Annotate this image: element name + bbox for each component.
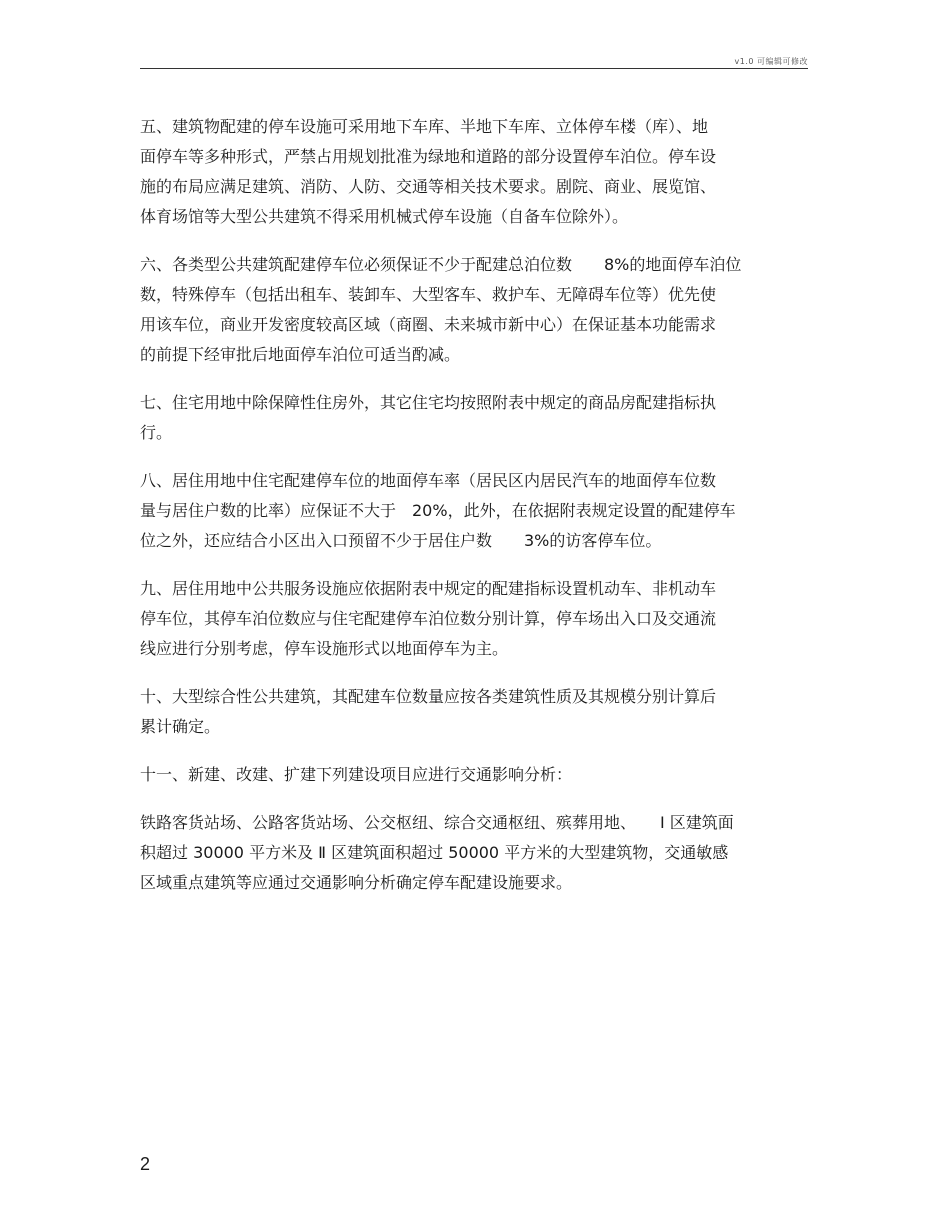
- paragraph-line: 行。: [140, 423, 173, 442]
- paragraph-line: 数，特殊停车（包括出租车、装卸车、大型客车、救护车、无障碍车位等）优先使: [140, 285, 717, 304]
- paragraph-line: 线应进行分别考虑，停车设施形式以地面停车为主。: [140, 639, 509, 658]
- paragraph-line: 区域重点建筑等应通过交通影响分析确定停车配建设施要求。: [140, 873, 573, 892]
- document-body: [140, 112, 808, 916]
- page-number: 2: [140, 1154, 151, 1174]
- header-version-note: v1.0 可编辑可修改: [734, 57, 808, 66]
- header-divider: [140, 68, 808, 69]
- paragraph-5: [140, 112, 808, 232]
- paragraph-line: 体育场馆等大型公共建筑不得采用机械式停车设施（自备车位除外）。: [140, 207, 629, 226]
- paragraph-line: 位之外，还应结合小区出入口预留不少于居住户数 3%的访客停车位。: [140, 531, 662, 550]
- paragraph-line: 量与居住户数的比率）应保证不大于 20%，此外，在依据附表规定设置的配建停车: [140, 501, 736, 520]
- paragraph-6: [140, 250, 808, 370]
- paragraph-11: [140, 760, 808, 790]
- paragraph-line: 铁路客货站场、公路客货站场、公交枢纽、综合交通枢纽、殡葬用地、 Ⅰ 区建筑面: [140, 813, 734, 832]
- paragraph-11-detail: [140, 808, 808, 898]
- paragraph-line: 五、建筑物配建的停车设施可采用地下车库、半地下车库、立体停车楼（库）、地: [140, 117, 709, 136]
- paragraph-8: [140, 466, 808, 556]
- paragraph-line: 用该车位，商业开发密度较高区域（商圈、未来城市新中心）在保证基本功能需求: [140, 315, 717, 334]
- paragraph-line: 停车位，其停车泊位数应与住宅配建停车泊位数分别计算，停车场出入口及交通流: [140, 609, 717, 628]
- paragraph-line: 九、居住用地中公共服务设施应依据附表中规定的配建指标设置机动车、非机动车: [140, 579, 717, 598]
- paragraph-line: 积超过 30000 平方米及 Ⅱ 区建筑面积超过 50000 平方米的大型建筑物，交通敏感: [140, 843, 729, 862]
- paragraph-line: 十、大型综合性公共建筑，其配建车位数量应按各类建筑性质及其规模分别计算后: [140, 687, 717, 706]
- paragraph-7: [140, 388, 808, 448]
- paragraph-line: 七、住宅用地中除保障性住房外，其它住宅均按照附表中规定的商品房配建指标执: [140, 393, 717, 412]
- paragraph-line: 面停车等多种形式，严禁占用规划批准为绿地和道路的部分设置停车泊位。停车设: [140, 147, 717, 166]
- paragraph-10: [140, 682, 808, 742]
- paragraph-line: 十一、新建、改建、扩建下列建设项目应进行交通影响分析：: [140, 765, 573, 784]
- paragraph-line: 的前提下经审批后地面停车泊位可适当酌减。: [140, 345, 461, 364]
- paragraph-line: 八、居住用地中住宅配建停车位的地面停车率（居民区内居民汽车的地面停车位数: [140, 471, 717, 490]
- paragraph-line: 六、各类型公共建筑配建停车位必须保证不少于配建总泊位数 8%的地面停车泊位: [140, 255, 742, 274]
- paragraph-line: 累计确定。: [140, 717, 221, 736]
- paragraph-line: 施的布局应满足建筑、消防、人防、交通等相关技术要求。剧院、商业、展览馆、: [140, 177, 717, 196]
- paragraph-9: [140, 574, 808, 664]
